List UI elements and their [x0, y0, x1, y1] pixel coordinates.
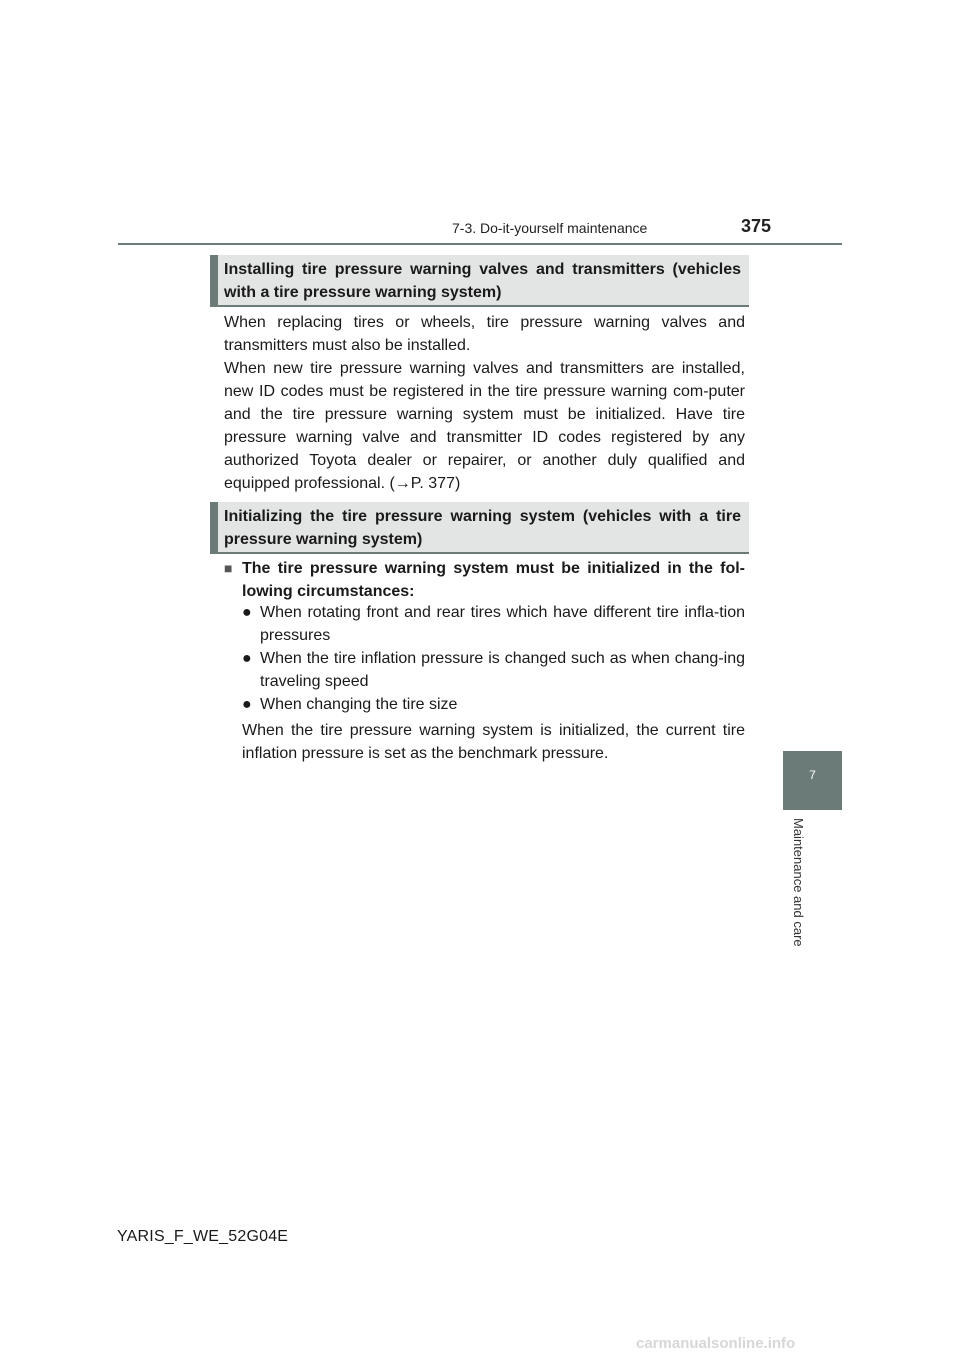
header-rule	[118, 243, 842, 245]
watermark-text: carmanualsonline.info	[636, 1335, 796, 1352]
section-heading-installing: Installing tire pressure warning valves and transmitters (vehicles with a tire pressure warning system)	[210, 255, 749, 307]
round-bullet-icon: ●	[242, 696, 252, 713]
list-item-text: When the tire inflation pressure is changed such as when chang-ing traveling speed	[260, 650, 745, 690]
paragraph-benchmark-pressure: When the tire pressure warning system is initialized, the current tire inflation pressure is set as the benchmark pressure.	[242, 722, 745, 762]
chapter-tab	[783, 751, 842, 810]
paragraph-new-id-codes: When new tire pressure warning valves and transmitters are installed, new ID codes must be registered in the tire pressure warning com-puter and the tire pressure warning system must be initialized. Have tire pressure warning valve and transmitter ID codes registered by any authorized Toyota dealer or repairer, or another duly qualified and equipped professional. (→P. 377)	[224, 360, 745, 492]
page-number: 375	[741, 216, 772, 236]
chapter-tab-number: 7	[809, 768, 816, 782]
subheading-circumstances	[224, 557, 745, 603]
list-item	[242, 693, 745, 716]
list-item	[242, 601, 745, 647]
paragraph-replacing-tires: When replacing tires or wheels, tire pressure warning valves and transmitters must also be installed.	[224, 314, 745, 354]
list-item	[242, 647, 745, 693]
section-heading-initializing: Initializing the tire pressure warning system (vehicles with a tire pressure warning system)	[210, 502, 749, 554]
subheading-text: The tire pressure warning system must be initialized in the fol-lowing circumstances:	[242, 560, 745, 600]
document-code: YARIS_F_WE_52G04E	[117, 1228, 289, 1245]
round-bullet-icon: ●	[242, 604, 252, 621]
list-item-text: When rotating front and rear tires which have different tire infla-tion pressures	[260, 604, 745, 644]
square-bullet-icon: ■	[224, 560, 233, 576]
chapter-side-label: Maintenance and care	[791, 818, 806, 947]
section-header-label: 7-3. Do-it-yourself maintenance	[452, 220, 648, 236]
list-item-text: When changing the tire size	[260, 696, 458, 713]
round-bullet-icon: ●	[242, 650, 252, 667]
